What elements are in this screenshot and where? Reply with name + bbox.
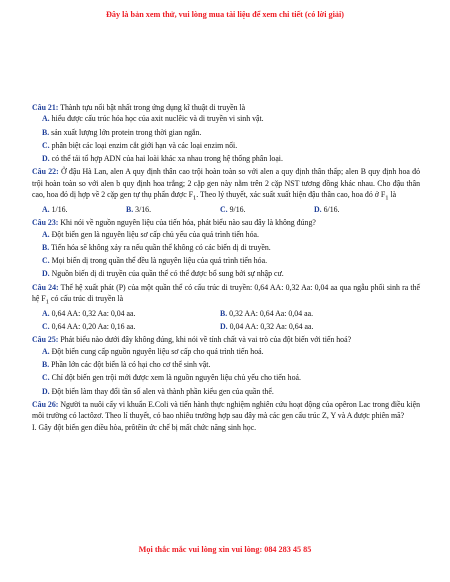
option-c: C. phân biệt các loại enzim cắt giới hạn và các loại enzim nối. (42, 140, 238, 150)
question-number: Câu 21: (32, 103, 59, 112)
question-list (32, 102, 420, 433)
option-a: A. Đột biến gen là nguyên liệu sơ cấp chủ yếu của quá trình tiến hóa. (42, 229, 259, 239)
option-d: D. có thể tái tổ hợp ADN của hai loài khác xa nhau trong hệ thống phân loại. (42, 154, 283, 164)
option-b: B. Phần lớn các đột biến là có hại cho cơ thể sinh vật. (42, 360, 211, 370)
question-number: Câu 23: (32, 218, 59, 228)
option-b: B. 0,32 AA: 0,64 Aa: 0,04 aa. (220, 308, 314, 318)
question-21 (32, 102, 420, 113)
question-24: Câu 24: Thế hệ xuất phát (P) của một quần thể có cấu trúc di truyền: 0,64 AA: 0,32 Aa: 0,04 aa qua ngẫu phối sinh ra thế hệ $F_1$ có cấu trúc di truyền là (32, 282, 420, 306)
question-text: Thành tựu nổi bật nhất trong ứng dụng kĩ thuật di truyền là (58, 103, 246, 112)
option-d: D. Nguồn biến dị di truyền của quần thể có thể được bổ sung bởi sự nhập cư. (42, 269, 284, 279)
option-c: C. 9/16. (220, 204, 246, 214)
option-b: B. 3/16. (126, 204, 152, 214)
option-a: A. Đột biến cung cấp nguồn nguyên liệu sơ cấp cho quá trình tiến hoá. (42, 346, 264, 356)
options-row (32, 321, 420, 332)
option-d: D. 6/16. (314, 204, 340, 214)
question-23: Câu 23: Khi nói về nguồn nguyên liệu của tiến hóa, phát biểu nào sau đây là không đúng? (32, 218, 316, 228)
option-a: A. 0,64 AA: 0,32 Aa: 0,04 aa. (42, 308, 136, 318)
option-a: A. 1/16. (42, 204, 68, 214)
option-b: B. Tiến hóa sẽ không xảy ra nếu quần thể không có các biến dị di truyền. (42, 242, 271, 252)
option-c: C. Chỉ đột biến gen trội mới được xem là nguồn nguyên liệu chủ yếu cho tiến hoá. (42, 373, 301, 383)
question-number: Câu 26: (32, 399, 59, 409)
options-row (32, 308, 420, 319)
statement-i: I. Gây đột biến gen điều hòa, prôtêin ức chế bị mất chức năng sinh học. (32, 422, 257, 432)
question-26: Câu 26: Người ta nuôi cấy vi khuẩn E.Coli và tiến hành thực nghiệm nghiên cứu hoạt động của opêron Lac trong điều kiện môi trường có lactôzơ. Theo lí thuyết, có bao nhiêu trường hợp sau đây mà các gen cấu trúc Z, Y và A được phiên mã? (32, 399, 420, 421)
option-d: D. Đột biến làm thay đổi tần số alen và thành phần kiểu gen của quần thể. (42, 386, 274, 396)
option-c: C. Mọi biến dị trong quần thể đều là nguyên liệu của quá trình tiến hóa. (42, 256, 268, 266)
question-number: Câu 25: (32, 335, 59, 345)
option-b: B. sản xuất lượng lớn protein trong thời gian ngắn. (42, 127, 202, 137)
option-c: C. 0,64 AA: 0,20 Aa: 0,16 aa. (42, 322, 136, 332)
option-a: A. hiểu được cấu trúc hóa học của axit nuclêic và di truyền vi sinh vật. (42, 114, 264, 124)
option-d: D. 0,04 AA: 0,32 Aa: 0,64 aa. (220, 322, 314, 332)
question-number: Câu 22: (32, 167, 59, 177)
question-number: Câu 24: (32, 282, 59, 292)
options-row (32, 204, 420, 215)
question-22: Câu 22: Ở đậu Hà Lan, alen A quy định thân cao trội hoàn toàn so với alen a quy định thân thấp; alen B quy định hoa đỏ trội hoàn toàn so với alen b quy định hoa trắng; 2 cặp gen này nằm trên 2 cặp NST tương đồng khác nhau. Cho đậu thân cao, hoa đỏ dị hợp về 2 cặp gen tự thụ phấn được $F_1$. Theo lý thuyết, xác suất xuất hiện đậu thân cao, hoa đỏ ở $F_1$ là (32, 167, 420, 202)
preview-notice: Đây là bản xem thử, vui lòng mua tài liệu để xem chi tiết (có lời giải) (105, 10, 344, 19)
question-25: Câu 25: Phát biểu nào dưới đây không đúng, khi nói về tính chất và vai trò của đột biến với tiến hoá? (32, 335, 352, 345)
contact-footer: Mọi thắc mắc vui lòng xin vui lòng: 084 283 45 85 (138, 545, 312, 554)
